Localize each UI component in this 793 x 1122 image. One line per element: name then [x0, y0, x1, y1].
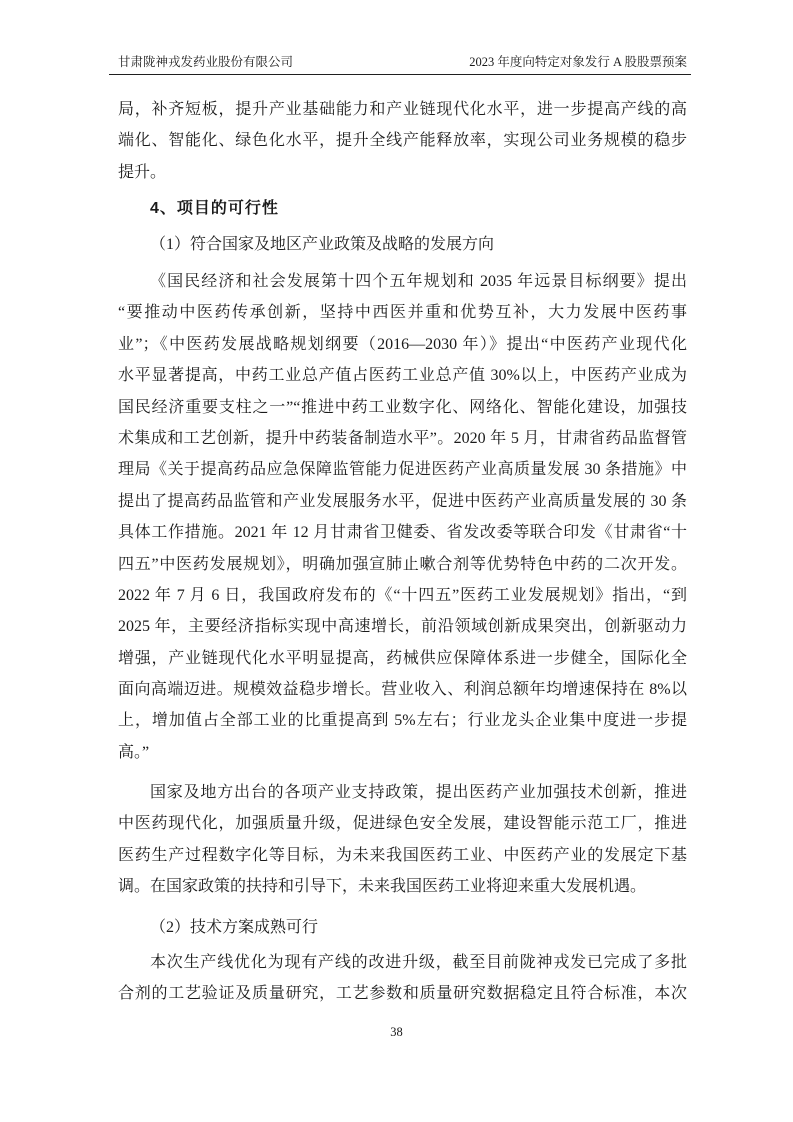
text-line: 上，增加值占全部工业的比重提高到 5%左右；行业龙头企业集中度进一步提: [118, 712, 687, 730]
subsection-heading: （1）符合国家及地区产业政策及战略的发展方向: [150, 236, 495, 253]
text-line: 面向高端迈进。规模效益稳步增长。营业收入、利润总额年均增速保持在 8%以: [118, 681, 687, 699]
text-line: 国民经济重要支柱之一”“推进中药工业数字化、网络化、智能化建设，加强技: [118, 398, 687, 416]
page-number: 38: [390, 1025, 403, 1039]
text-line: 局，补齐短板，提升产业基础能力和产业链现代化水平，进一步提高产线的高: [118, 101, 687, 118]
text-line: 水平显著提高，中药工业总产值占医药工业总产值 30%以上，中医药产业成为: [118, 367, 687, 385]
text-line: 业”；《中医药发展战略规划纲要（2016—2030 年）》提出“中医药产业现代化: [118, 335, 687, 353]
subsection-heading-1-block: [118, 229, 687, 260]
subsection-heading: （2）技术方案成熟可行: [150, 919, 319, 936]
text-line: 具体工作措施。2021 年 12 月甘肃省卫健委、省发改委等联合印发《甘肃省“十: [118, 524, 687, 542]
paragraph-continuation: [118, 94, 687, 188]
text-line: “要推动中医药传承创新，坚持中西医并重和优势互补，大力发展中医药事: [118, 304, 687, 322]
text-line: 《国民经济和社会发展第十四个五年规划和 2035 年远景目标纲要》提出: [150, 273, 687, 290]
text-line: 医药生产过程数字化等目标，为未来我国医药工业、中医药产业的发展定下基: [118, 846, 687, 864]
page-header: [118, 53, 687, 71]
subsection-heading-2-block: [118, 912, 687, 943]
text-line: 中医药现代化，加强质量升级，促进绿色安全发展，建设智能示范工厂，推进: [118, 815, 687, 833]
paragraph-technical: [118, 947, 687, 1010]
text-line: 高。”: [118, 743, 150, 761]
text-line: 合剂的工艺验证及质量研究，工艺参数和质量研究数据稳定且符合标准，本次: [118, 985, 687, 1003]
text-line: 调。在国家政策的扶持和引导下，未来我国医药工业将迎来重大发展机遇。: [118, 878, 647, 896]
section-heading-block: [118, 193, 687, 224]
text-line: 四五”中医药发展规划》，明确加强宣肺止嗽合剂等优势特色中药的二次开发。: [118, 555, 687, 573]
text-line: 本次生产线优化为现有产线的改进升级，截至目前陇神戎发已完成了多批: [150, 954, 687, 971]
header-document-title: 2023 年度向特定对象发行 A 股股票预案: [469, 55, 687, 69]
paragraph-summary: [118, 777, 687, 903]
text-line: 国家及地方出台的各项产业支持政策，提出医药产业加强技术创新，推进: [150, 784, 687, 801]
text-line: 术集成和工艺创新，提升中药装备制造水平”。2020 年 5 月，甘肃省药品监督管: [118, 429, 687, 447]
header-company-name: 甘肃陇神戎发药业股份有限公司: [118, 55, 294, 69]
paragraph-policy: [118, 266, 687, 768]
text-line: 提升。: [118, 163, 167, 181]
section-heading: 4、项目的可行性: [150, 200, 279, 217]
text-line: 理局《关于提高药品应急保障监管能力促进医药产业高质量发展 30 条措施》中: [118, 461, 687, 479]
text-line: 2022 年 7 月 6 日，我国政府发布的《“十四五”医药工业发展规划》指出，“到: [118, 586, 687, 604]
text-line: 端化、智能化、绿色化水平，提升全线产能释放率，实现公司业务规模的稳步: [118, 132, 687, 150]
text-line: 增强，产业链现代化水平明显提高，药械供应保障体系进一步健全，国际化全: [118, 649, 687, 667]
text-line: 2025 年，主要经济指标实现中高速增长，前沿领域创新成果突出，创新驱动力: [118, 618, 687, 636]
header-rule: [109, 74, 691, 75]
text-line: 提出了提高药品监管和产业发展服务水平，促进中医药产业高质量发展的 30 条: [118, 492, 687, 510]
